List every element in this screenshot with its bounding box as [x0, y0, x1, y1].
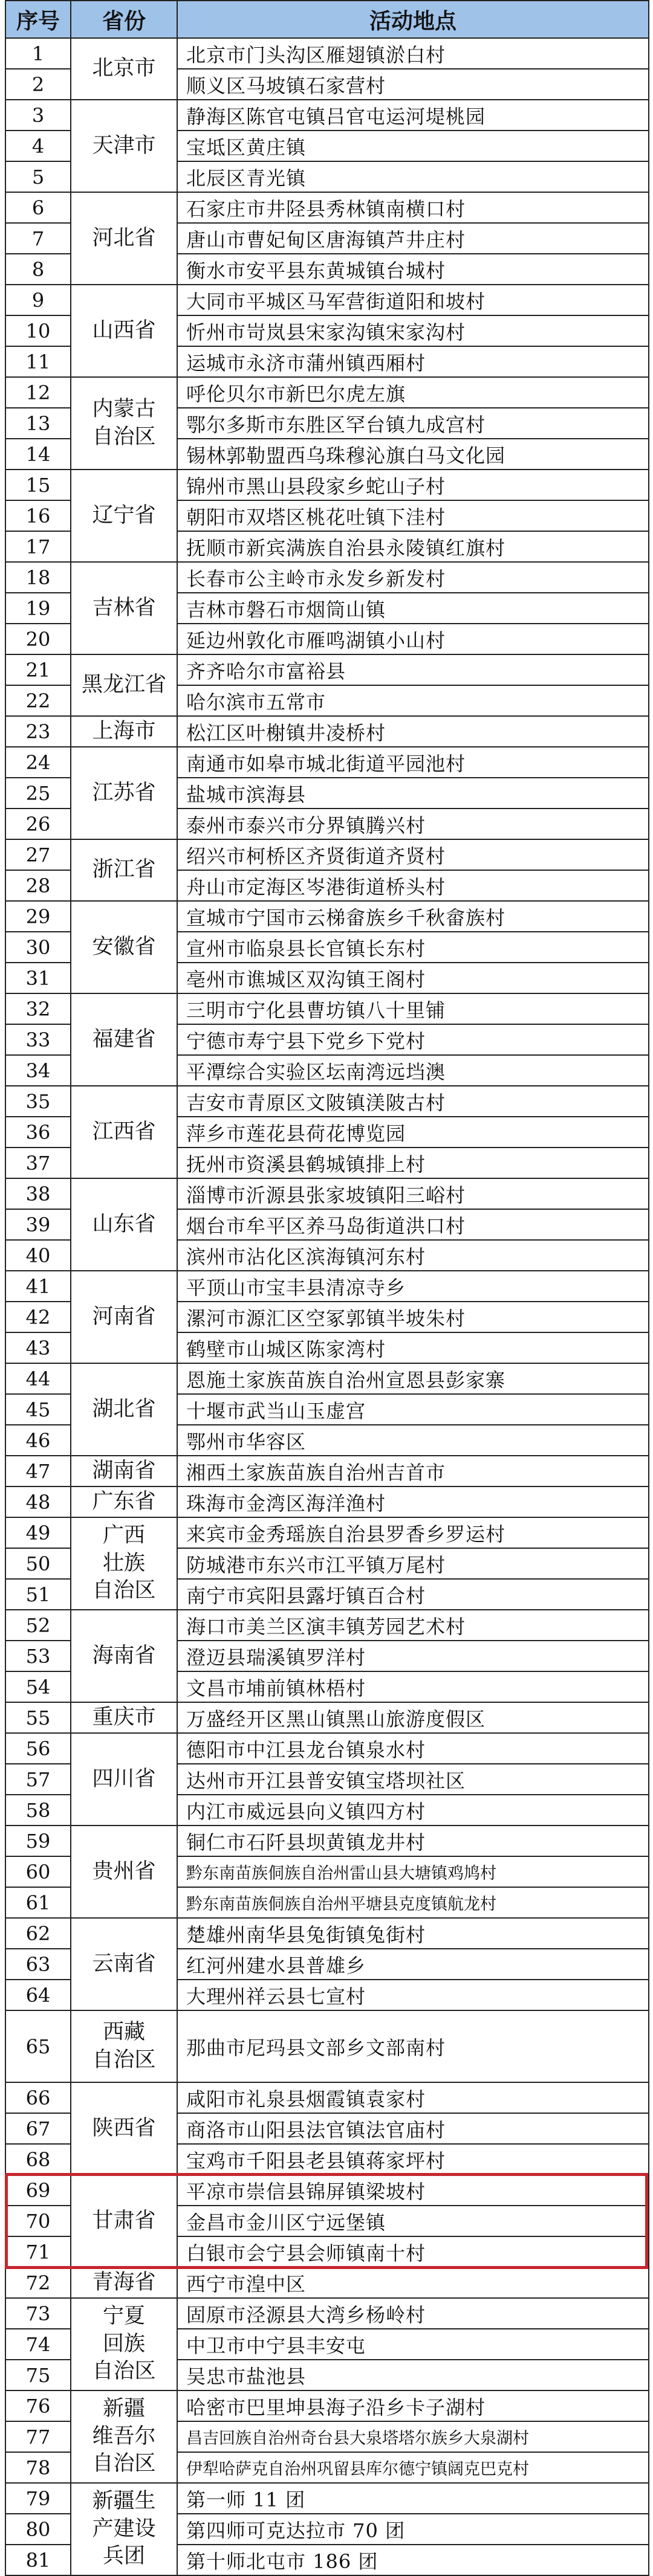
row-index: 26: [5, 809, 71, 839]
activity-site: 宁德市寿宁县下党乡下党村: [177, 1024, 649, 1055]
row-index: 36: [5, 1117, 71, 1148]
row-index: 71: [5, 2236, 71, 2267]
province-cell: 河南省: [71, 1271, 177, 1363]
activity-site: 防城港市东兴市江平镇万尾村: [177, 1548, 649, 1579]
activity-site: 石家庄市井陉县秀林镇南横口村: [177, 192, 649, 223]
row-index: 70: [5, 2206, 71, 2236]
row-index: 14: [5, 439, 71, 470]
table-row: [5, 2390, 649, 2421]
row-index: 65: [5, 2010, 71, 2082]
province-cell: 天津市: [71, 100, 177, 192]
province-cell: 重庆市: [71, 1702, 177, 1733]
activity-site: 吉林市磐石市烟筒山镇: [177, 593, 649, 624]
row-index: 44: [5, 1363, 71, 1394]
table-row: [5, 1918, 649, 1949]
row-index: 9: [5, 285, 71, 315]
province-cell: 河北省: [71, 192, 177, 285]
activity-site: 海口市美兰区演丰镇芳园艺术村: [177, 1610, 649, 1641]
row-index: 31: [5, 963, 71, 993]
activity-site: 金昌市金川区宁远堡镇: [177, 2206, 649, 2236]
row-index: 12: [5, 377, 71, 408]
activity-site: 宝坻区黄庄镇: [177, 131, 649, 161]
row-index: 15: [5, 470, 71, 500]
activity-site: 德阳市中江县龙台镇泉水村: [177, 1733, 649, 1764]
row-index: 38: [5, 1178, 71, 1209]
activity-site: 平潭综合实验区坛南湾远垱澳: [177, 1055, 649, 1086]
activity-site: 昌吉回族自治州奇台县大泉塔塔尔族乡大泉湖村: [177, 2421, 649, 2452]
table-row: [5, 2483, 649, 2514]
table-row: [5, 1178, 649, 1209]
province-cell: 新疆生 产建设 兵团: [71, 2483, 177, 2575]
row-index: 4: [5, 131, 71, 161]
activity-site: 第四师可克达拉市 70 团: [177, 2514, 649, 2545]
activity-site: 舟山市定海区岑港街道桥头村: [177, 870, 649, 901]
activity-site: 衡水市安平县东黄城镇台城村: [177, 254, 649, 285]
activity-site: 松江区叶榭镇井凌桥村: [177, 716, 649, 747]
activity-site: 那曲市尼玛县文部乡文部南村: [177, 2010, 649, 2082]
table-row: [5, 1733, 649, 1764]
row-index: 3: [5, 100, 71, 131]
row-index: 8: [5, 254, 71, 285]
row-index: 79: [5, 2483, 71, 2514]
activity-site: 漯河市源汇区空冢郭镇半坡朱村: [177, 1302, 649, 1332]
province-cell: 西藏 自治区: [71, 2010, 177, 2082]
activity-site: 顺义区马坡镇石家营村: [177, 69, 649, 100]
row-index: 75: [5, 2360, 71, 2390]
activity-site: 白银市会宁县会师镇南十村: [177, 2236, 649, 2267]
province-cell: 云南省: [71, 1918, 177, 2010]
row-index: 50: [5, 1548, 71, 1579]
header-index: 序号: [5, 1, 71, 38]
row-index: 32: [5, 993, 71, 1024]
activity-site: 西宁市湟中区: [177, 2267, 649, 2298]
row-index: 76: [5, 2390, 71, 2421]
row-index: 42: [5, 1302, 71, 1332]
row-index: 6: [5, 192, 71, 223]
activity-site: 第一师 11 团: [177, 2483, 649, 2514]
province-cell: 内蒙古 自治区: [71, 377, 177, 470]
table-row: [5, 285, 649, 315]
row-index: 25: [5, 778, 71, 809]
row-index: 52: [5, 1610, 71, 1641]
table-row: [5, 1825, 649, 1856]
activity-site: 滨州市沾化区滨海镇河东村: [177, 1240, 649, 1271]
row-index: 23: [5, 716, 71, 747]
table-body: [5, 38, 649, 2575]
table-row: [5, 562, 649, 593]
activity-site: 盐城市滨海县: [177, 778, 649, 809]
table-row: [5, 2267, 649, 2298]
row-index: 61: [5, 1887, 71, 1918]
province-cell: 江西省: [71, 1086, 177, 1178]
activity-site: 泰州市泰兴市分界镇腾兴村: [177, 809, 649, 839]
province-cell: 福建省: [71, 993, 177, 1086]
activity-site: 延边州敦化市雁鸣湖镇小山村: [177, 624, 649, 654]
row-index: 16: [5, 500, 71, 531]
row-index: 2: [5, 69, 71, 100]
province-cell: 吉林省: [71, 562, 177, 654]
row-index: 17: [5, 531, 71, 562]
row-index: 47: [5, 1456, 71, 1487]
activity-site: 平凉市崇信县锦屏镇梁坡村: [177, 2175, 649, 2206]
activity-site: 达州市开江县普安镇宝塔坝社区: [177, 1764, 649, 1795]
activity-site: 南宁市宾阳县露圩镇百合村: [177, 1579, 649, 1610]
activity-site: 抚州市资溪县鹤城镇排上村: [177, 1148, 649, 1178]
activity-site: 哈尔滨市五常市: [177, 685, 649, 716]
row-index: 35: [5, 1086, 71, 1117]
activity-site: 唐山市曹妃甸区唐海镇芦井庄村: [177, 223, 649, 254]
row-index: 5: [5, 161, 71, 192]
activity-site: 呼伦贝尔市新巴尔虎左旗: [177, 377, 649, 408]
row-index: 21: [5, 654, 71, 685]
table-row: [5, 377, 649, 408]
row-index: 34: [5, 1055, 71, 1086]
province-cell: 湖南省: [71, 1456, 177, 1487]
row-index: 81: [5, 2545, 71, 2575]
table-row: [5, 747, 649, 778]
row-index: 11: [5, 346, 71, 377]
province-cell: 甘肃省: [71, 2175, 177, 2267]
row-index: 60: [5, 1856, 71, 1887]
activity-site: 固原市泾源县大湾乡杨岭村: [177, 2298, 649, 2329]
activity-site: 鄂州市华容区: [177, 1425, 649, 1456]
activity-site: 亳州市谯城区双沟镇王阁村: [177, 963, 649, 993]
province-cell: 浙江省: [71, 839, 177, 901]
row-index: 59: [5, 1825, 71, 1856]
row-index: 13: [5, 408, 71, 439]
row-index: 20: [5, 624, 71, 654]
row-index: 40: [5, 1240, 71, 1271]
row-index: 72: [5, 2267, 71, 2298]
row-index: 74: [5, 2329, 71, 2360]
row-index: 18: [5, 562, 71, 593]
province-cell: 江苏省: [71, 747, 177, 839]
row-index: 78: [5, 2452, 71, 2483]
province-cell: 上海市: [71, 716, 177, 747]
row-index: 54: [5, 1671, 71, 1702]
activity-site: 静海区陈官屯镇吕官屯运河堤桃园: [177, 100, 649, 131]
activity-site: 文昌市埔前镇林梧村: [177, 1671, 649, 1702]
table-row: [5, 100, 649, 131]
row-index: 68: [5, 2144, 71, 2175]
table-row: [5, 1271, 649, 1302]
header-site: 活动地点: [177, 1, 649, 38]
row-index: 51: [5, 1579, 71, 1610]
activity-site: 第十师北屯市 186 团: [177, 2545, 649, 2575]
row-index: 22: [5, 685, 71, 716]
table-row: [5, 192, 649, 223]
row-index: 33: [5, 1024, 71, 1055]
row-index: 62: [5, 1918, 71, 1949]
row-index: 57: [5, 1764, 71, 1795]
row-index: 67: [5, 2113, 71, 2144]
row-index: 39: [5, 1209, 71, 1240]
table-row: [5, 1086, 649, 1117]
activity-site: 楚雄州南华县兔街镇兔街村: [177, 1918, 649, 1949]
table-row: [5, 38, 649, 69]
province-cell: 山东省: [71, 1178, 177, 1271]
province-cell: 黑龙江省: [71, 654, 177, 716]
row-index: 69: [5, 2175, 71, 2206]
activity-site: 平顶山市宝丰县清凉寺乡: [177, 1271, 649, 1302]
table-row: [5, 993, 649, 1024]
row-index: 56: [5, 1733, 71, 1764]
table-row: [5, 470, 649, 500]
activity-site: 鄂尔多斯市东胜区罕台镇九成宫村: [177, 408, 649, 439]
activity-site: 齐齐哈尔市富裕县: [177, 654, 649, 685]
table-row: [5, 654, 649, 685]
activity-site: 宣州市临泉县长官镇长东村: [177, 932, 649, 963]
activity-site: 锦州市黑山县段家乡蛇山子村: [177, 470, 649, 500]
row-index: 55: [5, 1702, 71, 1733]
activity-site: 红河州建水县普雄乡: [177, 1949, 649, 1980]
row-index: 58: [5, 1795, 71, 1825]
activity-table-document: [5, 0, 648, 2573]
table-row: [5, 716, 649, 747]
table-row: [5, 1702, 649, 1733]
province-cell: 北京市: [71, 38, 177, 100]
activity-site: 咸阳市礼泉县烟霞镇袁家村: [177, 2082, 649, 2113]
row-index: 45: [5, 1394, 71, 1425]
row-index: 49: [5, 1517, 71, 1548]
activity-site: 十堰市武当山玉虚宫: [177, 1394, 649, 1425]
row-index: 80: [5, 2514, 71, 2545]
row-index: 77: [5, 2421, 71, 2452]
activity-site: 锡林郭勒盟西乌珠穆沁旗白马文化园: [177, 439, 649, 470]
activity-site: 湘西土家族苗族自治州吉首市: [177, 1456, 649, 1487]
activity-site: 三明市宁化县曹坊镇八十里铺: [177, 993, 649, 1024]
activity-sites-table: [5, 0, 649, 2576]
row-index: 29: [5, 901, 71, 932]
table-row: [5, 1363, 649, 1394]
province-cell: 海南省: [71, 1610, 177, 1702]
province-cell: 贵州省: [71, 1825, 177, 1918]
table-row: [5, 2175, 649, 2206]
province-cell: 安徽省: [71, 901, 177, 993]
table-row: [5, 839, 649, 870]
activity-site: 朝阳市双塔区桃花吐镇下洼村: [177, 500, 649, 531]
row-index: 10: [5, 315, 71, 346]
activity-site: 内江市威远县向义镇四方村: [177, 1795, 649, 1825]
activity-site: 萍乡市莲花县荷花博览园: [177, 1117, 649, 1148]
activity-site: 伊犁哈萨克自治州巩留县库尔德宁镇阔克巴克村: [177, 2452, 649, 2483]
row-index: 73: [5, 2298, 71, 2329]
activity-site: 忻州市岢岚县宋家沟镇宋家沟村: [177, 315, 649, 346]
activity-site: 北辰区青光镇: [177, 161, 649, 192]
province-cell: 广东省: [71, 1487, 177, 1517]
table-header-row: [5, 1, 649, 38]
table-row: [5, 1610, 649, 1641]
activity-site: 北京市门头沟区雁翅镇淤白村: [177, 38, 649, 69]
activity-site: 运城市永济市蒲州镇西厢村: [177, 346, 649, 377]
activity-site: 大理州祥云县七宣村: [177, 1980, 649, 2010]
activity-site: 鹤壁市山城区陈家湾村: [177, 1332, 649, 1363]
activity-site: 万盛经开区黑山镇黑山旅游度假区: [177, 1702, 649, 1733]
activity-site: 来宾市金秀瑶族自治县罗香乡罗运村: [177, 1517, 649, 1548]
activity-site: 中卫市中宁县丰安屯: [177, 2329, 649, 2360]
activity-site: 宣城市宁国市云梯畲族乡千秋畲族村: [177, 901, 649, 932]
activity-site: 大同市平城区马军营街道阳和坡村: [177, 285, 649, 315]
row-index: 7: [5, 223, 71, 254]
row-index: 66: [5, 2082, 71, 2113]
table-row: [5, 901, 649, 932]
table-row: [5, 2082, 649, 2113]
table-row: [5, 2010, 649, 2082]
province-cell: 陕西省: [71, 2082, 177, 2175]
row-index: 24: [5, 747, 71, 778]
activity-site: 铜仁市石阡县坝黄镇龙井村: [177, 1825, 649, 1856]
table-row: [5, 2298, 649, 2329]
row-index: 27: [5, 839, 71, 870]
activity-site: 恩施土家族苗族自治州宣恩县彭家寨: [177, 1363, 649, 1394]
activity-site: 南通市如皋市城北街道平园池村: [177, 747, 649, 778]
activity-site: 黔东南苗族侗族自治州雷山县大塘镇鸡鸠村: [177, 1856, 649, 1887]
province-cell: 新疆 维吾尔 自治区: [71, 2390, 177, 2483]
province-cell: 宁夏 回族 自治区: [71, 2298, 177, 2390]
row-index: 37: [5, 1148, 71, 1178]
table-row: [5, 1456, 649, 1487]
row-index: 43: [5, 1332, 71, 1363]
activity-site: 抚顺市新宾满族自治县永陵镇红旗村: [177, 531, 649, 562]
activity-site: 烟台市牟平区养马岛街道洪口村: [177, 1209, 649, 1240]
row-index: 53: [5, 1641, 71, 1671]
activity-site: 珠海市金湾区海洋渔村: [177, 1487, 649, 1517]
activity-site: 澄迈县瑞溪镇罗洋村: [177, 1641, 649, 1671]
province-cell: 辽宁省: [71, 470, 177, 562]
row-index: 41: [5, 1271, 71, 1302]
province-cell: 山西省: [71, 285, 177, 377]
activity-site: 哈密市巴里坤县海子沿乡卡子湖村: [177, 2390, 649, 2421]
province-cell: 广西 壮族 自治区: [71, 1517, 177, 1610]
header-province: 省份: [71, 1, 177, 38]
province-cell: 四川省: [71, 1733, 177, 1825]
activity-site: 淄博市沂源县张家坡镇阳三峪村: [177, 1178, 649, 1209]
row-index: 46: [5, 1425, 71, 1456]
activity-site: 吉安市青原区文陂镇渼陂古村: [177, 1086, 649, 1117]
activity-site: 吴忠市盐池县: [177, 2360, 649, 2390]
table-row: [5, 1487, 649, 1517]
province-cell: 湖北省: [71, 1363, 177, 1456]
activity-site: 宝鸡市千阳县老县镇蒋家坪村: [177, 2144, 649, 2175]
row-index: 30: [5, 932, 71, 963]
table-row: [5, 1517, 649, 1548]
activity-site: 黔东南苗族侗族自治州平塘县克度镇航龙村: [177, 1887, 649, 1918]
province-cell: 青海省: [71, 2267, 177, 2298]
row-index: 63: [5, 1949, 71, 1980]
row-index: 28: [5, 870, 71, 901]
activity-site: 绍兴市柯桥区齐贤街道齐贤村: [177, 839, 649, 870]
row-index: 64: [5, 1980, 71, 2010]
row-index: 19: [5, 593, 71, 624]
activity-site: 长春市公主岭市永发乡新发村: [177, 562, 649, 593]
activity-site: 商洛市山阳县法官镇法官庙村: [177, 2113, 649, 2144]
row-index: 1: [5, 38, 71, 69]
row-index: 48: [5, 1487, 71, 1517]
